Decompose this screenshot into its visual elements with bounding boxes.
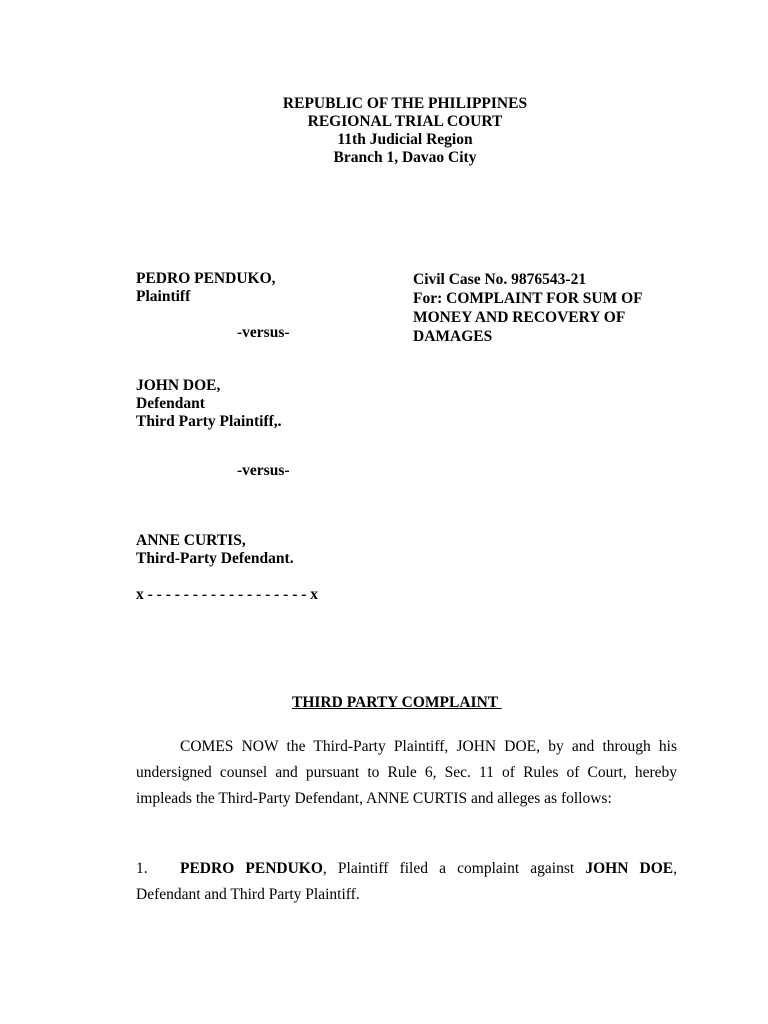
allegation-bold-a: PEDRO PENDUKO	[180, 860, 323, 877]
document-title: THIRD PARTY COMPLAINT	[292, 694, 502, 711]
third-party-block	[136, 532, 294, 568]
court-line-4: Branch 1, Davao City	[333, 149, 477, 166]
court-line-3: 11th Judicial Region	[337, 131, 473, 148]
defendant-block	[136, 377, 282, 431]
case-number: Civil Case No. 9876543-21	[413, 271, 587, 288]
court-heading	[0, 95, 768, 167]
versus-1: -versus-	[237, 324, 290, 341]
case-for-line-2: MONEY AND RECOVERY OF	[413, 309, 626, 326]
plaintiff-role: Plaintiff	[136, 288, 191, 305]
caption-separator: x - - - - - - - - - - - - - - - - - - x	[136, 586, 319, 603]
plaintiff-name: PEDRO PENDUKO,	[136, 270, 276, 287]
plaintiff-block	[136, 270, 276, 306]
allegation-bold-b: JOHN DOE	[585, 860, 674, 877]
case-info-block	[413, 270, 643, 346]
case-for-line-3: DAMAGES	[413, 328, 493, 345]
allegation-text-a: , Plaintiff filed a complaint against	[322, 860, 586, 877]
court-line-1: REPUBLIC OF THE PHILIPPINES	[282, 95, 528, 112]
allegation-text-b: , Defendant and Third Party Plaintiff.	[136, 860, 677, 903]
court-line-2: REGIONAL TRIAL COURT	[307, 113, 503, 130]
allegation-1	[136, 856, 677, 908]
case-for-line-1: For: COMPLAINT FOR SUM OF	[413, 290, 643, 307]
intro-text: COMES NOW the Third-Party Plaintiff, JOHN DOE, by and through his undersigned counsel and pursuant to Rule 6, Sec. 11 of Rules of Court, hereby impleads the Third-Party Defendant, ANNE CURTIS and alleges as follows:	[136, 738, 677, 807]
intro-paragraph	[136, 734, 677, 812]
third-party-name: ANNE CURTIS,	[136, 532, 246, 549]
defendant-name: JOHN DOE,	[136, 377, 221, 394]
third-party-role: Third-Party Defendant.	[136, 550, 294, 567]
versus-2: -versus-	[237, 462, 290, 479]
defendant-role-2: Third Party Plaintiff,.	[136, 413, 282, 430]
allegation-number: 1.	[136, 860, 148, 877]
defendant-role: Defendant	[136, 395, 205, 412]
